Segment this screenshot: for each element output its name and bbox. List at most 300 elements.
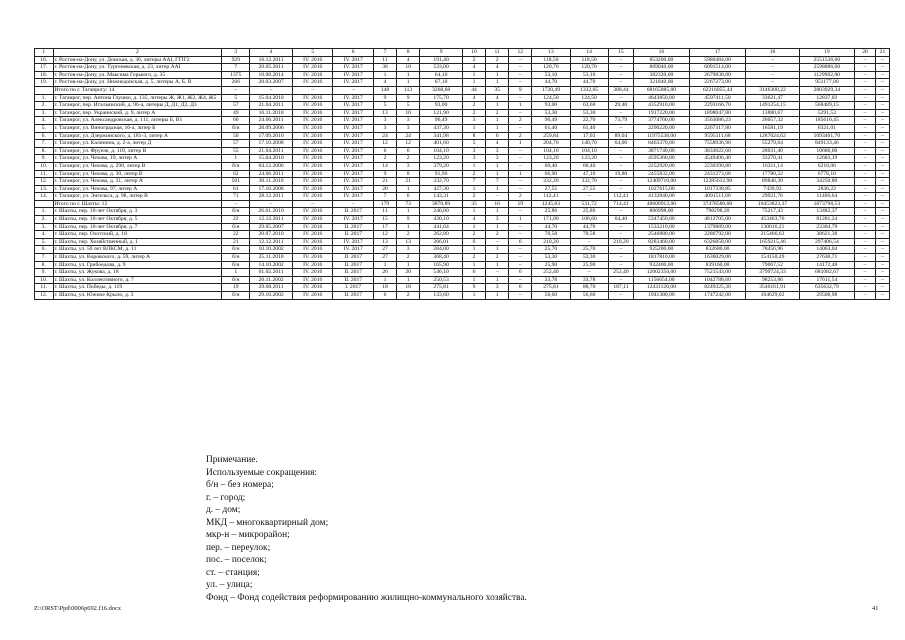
address-cell: г. Ростов-на-Дону, ул. Максима Горького, д. 35: [53, 71, 222, 79]
abbr-item: б/н – без номера;: [206, 480, 274, 490]
table-cell: 3: [462, 117, 485, 125]
table-cell: 4091511,60: [689, 193, 746, 201]
table-cell: 1: [486, 261, 509, 269]
table-cell: 123,20: [570, 155, 608, 163]
table-cell: 25,70: [532, 246, 570, 254]
table-cell: 8: [462, 132, 485, 140]
table-cell: 2267317,80: [689, 124, 746, 132]
table-cell: 164629,02: [746, 292, 799, 300]
table-cell: 14.: [35, 193, 54, 201]
table-cell: 47,10: [570, 170, 608, 178]
table-cell: 3: [397, 124, 420, 132]
address-cell: г. Шахты, пер. 10-лет Октября, д. 3: [53, 208, 222, 216]
table-cell: –: [855, 109, 876, 117]
table-cell: 17.09.2010: [250, 132, 293, 140]
table-cell: 2: [486, 231, 509, 239]
table-cell: 106,60: [570, 216, 608, 224]
table-cell: 1: [486, 79, 509, 87]
table-row: [35, 132, 890, 140]
table-cell: –: [855, 261, 876, 269]
table-cell: 20.05.2011: [250, 64, 293, 72]
table-cell: II. 2017: [333, 261, 373, 269]
table-cell: 427,30: [420, 185, 463, 193]
table-cell: 531,72: [570, 200, 608, 208]
table-cell: 143,31: [420, 193, 463, 201]
table-cell: 849133,46: [799, 140, 855, 148]
table-cell: –: [746, 79, 799, 87]
address-cell: г. Таганрог, ул. Чехова, 97, литер А: [53, 185, 222, 193]
table-cell: 12409710,00: [634, 178, 690, 186]
table-cell: 1129962,00: [799, 71, 855, 79]
table-cell: 12285612,90: [689, 178, 746, 186]
column-number-header: 1: [35, 49, 54, 57]
table-cell: 1: [462, 124, 485, 132]
table-cell: IV. 2017: [333, 94, 373, 102]
table-cell: 124,50: [532, 94, 570, 102]
table-cell: 2598886,00: [799, 64, 855, 72]
address-cell: г. Шахты, ул. Победы, д. 119: [53, 284, 222, 292]
table-cell: 11: [373, 56, 396, 64]
address-cell: г. Таганрог, ул. Калинина, д. 2-а, литер Д: [53, 140, 222, 148]
footer-file-path: Z:\ORST\Ppd\0006p692.f16.docx: [34, 605, 121, 612]
table-cell: 61,40: [532, 124, 570, 132]
table-row: [35, 185, 890, 193]
table-cell: 93,00: [532, 102, 570, 110]
address-cell: г. Таганрог, ул. Чехова, д. 30, литер В: [53, 170, 222, 178]
table-cell: 9: [397, 216, 420, 224]
table-cell: 321840,00: [634, 79, 690, 87]
table-cell: 7558936,90: [689, 140, 746, 148]
table-cell: 1: [486, 124, 509, 132]
table-cell: 70,58: [532, 231, 570, 239]
table-cell: 61: [222, 185, 250, 193]
table-cell: –: [509, 223, 532, 231]
table-cell: 925200,00: [634, 246, 690, 254]
table-cell: IV. 2017: [333, 238, 373, 246]
table-cell: 2455832,00: [634, 170, 690, 178]
table-cell: –: [875, 238, 889, 246]
table-cell: 20: [373, 185, 396, 193]
table-cell: 341,98: [420, 132, 463, 140]
table-cell: 1: [486, 102, 509, 110]
table-cell: –: [608, 261, 633, 269]
table-cell: –: [746, 71, 799, 79]
table-cell: 4: [486, 94, 509, 102]
table-cell: –: [875, 254, 889, 262]
table-cell: б/н: [222, 292, 250, 300]
table-cell: 14: [373, 162, 396, 170]
table-cell: 3799724,33: [746, 269, 799, 277]
table-cell: 14063,04: [799, 246, 855, 254]
column-number-header: 8: [397, 49, 420, 57]
table-cell: 71: [222, 193, 250, 201]
table-cell: 123,20: [532, 155, 570, 163]
table-cell: 1659215,46: [746, 238, 799, 246]
table-cell: –: [509, 208, 532, 216]
table-cell: 20: [397, 269, 420, 277]
subtotal-row: [35, 200, 890, 208]
table-cell: 60,40: [570, 162, 608, 170]
column-number-header: 18: [746, 49, 799, 57]
table-cell: –: [875, 292, 889, 300]
table-cell: 57: [222, 102, 250, 110]
table-cell: –: [486, 238, 509, 246]
table-cell: 12: [373, 231, 396, 239]
table-cell: –: [875, 56, 889, 64]
table-cell: IV. 2016: [292, 162, 332, 170]
table-cell: 49: [222, 109, 250, 117]
table-cell: IV. 2017: [333, 162, 373, 170]
address-cell: г. Шахты, ул. 50 лет ВЛКСМ, д. 11: [53, 246, 222, 254]
table-cell: –: [509, 124, 532, 132]
table-cell: –: [250, 86, 293, 94]
table-cell: 38621,38: [799, 231, 855, 239]
table-cell: II. 2017: [333, 208, 373, 216]
table-cell: 1: [462, 71, 485, 79]
table-cell: б/н: [222, 223, 250, 231]
table-cell: 7: [486, 178, 509, 186]
table-cell: –: [875, 71, 889, 79]
table-cell: 2: [509, 117, 532, 125]
table-cell: 48600912,00: [634, 200, 690, 208]
table-cell: IV. 2016: [292, 109, 332, 117]
table-cell: 275,81: [532, 284, 570, 292]
table-cell: 75217,43: [746, 208, 799, 216]
table-cell: 12.12.2011: [250, 238, 293, 246]
address-cell: г. Таганрог, пер. Антона Глушко, д. 135, литеры Ж, Ж1, Ж2, Ж4, Ж5: [53, 94, 222, 102]
table-cell: 1: [373, 261, 396, 269]
table-cell: 3.: [35, 109, 54, 117]
table-cell: 401,60: [420, 140, 463, 148]
table-cell: 1873798,53: [799, 200, 855, 208]
table-cell: б/н: [222, 261, 250, 269]
table-cell: 185616,45: [799, 117, 855, 125]
address-cell: г. Таганрог, ул. Чехова, 19, литер А: [53, 155, 222, 163]
table-cell: 53,30: [570, 254, 608, 262]
table-cell: б/н: [222, 162, 250, 170]
table-cell: –: [875, 269, 889, 277]
table-cell: 2: [397, 155, 420, 163]
table-cell: 10686,00: [799, 147, 855, 155]
table-cell: IV. 2016: [292, 94, 332, 102]
table-cell: IV. 2017: [333, 246, 373, 254]
table-cell: 3: [397, 117, 420, 125]
table-cell: –: [875, 147, 889, 155]
table-cell: IV. 2016: [292, 64, 332, 72]
table-row: [35, 79, 890, 87]
table-cell: 104,10: [532, 147, 570, 155]
table-cell: –: [608, 162, 633, 170]
table-row: [35, 261, 890, 269]
table-cell: –: [608, 155, 633, 163]
address-cell: г. Таганрог, ул. Виноградная, 16-а, литер Б: [53, 124, 222, 132]
address-cell: Итого по г. Таганрогу: 14: [53, 86, 222, 94]
table-cell: 6.: [35, 132, 54, 140]
table-cell: 133,60: [420, 292, 463, 300]
table-cell: 1: [222, 155, 250, 163]
table-cell: 16.12.2011: [250, 56, 293, 64]
table-cell: 120,70: [532, 64, 570, 72]
table-cell: 20.07.2010: [250, 231, 293, 239]
page-number: 41: [872, 605, 879, 612]
table-row: [35, 56, 890, 64]
table-cell: 18: [397, 284, 420, 292]
table-cell: 17.10.2008: [250, 185, 293, 193]
table-cell: –: [855, 132, 876, 140]
table-cell: 2293166,70: [689, 102, 746, 110]
table-cell: 4352910,00: [634, 102, 690, 110]
table-cell: 5.: [35, 124, 54, 132]
table-cell: 332,70: [420, 178, 463, 186]
table-cell: –: [855, 94, 876, 102]
table-cell: IV. 2016: [292, 208, 332, 216]
table-cell: 1: [486, 170, 509, 178]
table-cell: –: [509, 292, 532, 300]
table-cell: 6: [397, 147, 420, 155]
table-cell: –: [486, 269, 509, 277]
table-cell: 04.12.2006: [250, 162, 293, 170]
address-cell: г. Шахты, пер. Охотский, д. 18: [53, 231, 222, 239]
table-cell: IV. 2017: [333, 71, 373, 79]
table-cell: 368,40: [420, 254, 463, 262]
address-cell: г. Шахты, пер. Хозяйственный, д. 1: [53, 238, 222, 246]
table-cell: 12: [397, 140, 420, 148]
table-cell: 2: [509, 132, 532, 140]
table-cell: 16581,19: [746, 124, 799, 132]
column-number-header: 5: [292, 49, 332, 57]
table-cell: 5291,53: [799, 109, 855, 117]
table-cell: –: [509, 147, 532, 155]
table-cell: –: [486, 193, 509, 201]
table-cell: –: [608, 208, 633, 216]
table-cell: 124,50: [570, 94, 608, 102]
address-cell: г. Таганрог, пер. Итальянский, д. 96-а, литеры Д, Д1, Д2, Д3: [53, 102, 222, 110]
table-cell: 19: [509, 200, 532, 208]
table-cell: 4812705,00: [689, 216, 746, 224]
table-cell: 53,30: [532, 109, 570, 117]
table-cell: 6218,06: [799, 162, 855, 170]
table-cell: 16.: [35, 56, 54, 64]
table-cell: 4597411,50: [689, 94, 746, 102]
table-cell: 1.: [35, 94, 54, 102]
table-cell: 11.: [35, 284, 54, 292]
table-cell: II. 2017: [333, 276, 373, 284]
table-cell: IV. 2016: [292, 178, 332, 186]
table-cell: б/н: [222, 208, 250, 216]
table-cell: 2: [462, 56, 485, 64]
table-cell: –: [855, 140, 876, 148]
table-cell: 1: [373, 71, 396, 79]
table-cell: б/н: [222, 246, 250, 254]
table-cell: 262,80: [420, 231, 463, 239]
table-row: [35, 162, 890, 170]
table-row: [35, 238, 890, 246]
table-cell: IV. 2017: [333, 117, 373, 125]
address-cell: г. Ростов-на-Дону, ул. Тургеневская, д. 23, литер ААІ: [53, 64, 222, 72]
table-cell: 275,81: [420, 284, 463, 292]
table-cell: 27: [373, 254, 396, 262]
table-cell: 12.12.2011: [250, 216, 293, 224]
table-cell: 1375: [222, 71, 250, 79]
table-row: [35, 147, 890, 155]
table-cell: 13.: [35, 185, 54, 193]
abbr-item: г. – город;: [206, 492, 246, 503]
abbr-item: пос. – поселок;: [206, 555, 267, 565]
table-cell: 10.: [35, 162, 54, 170]
table-cell: 3146300,22: [746, 86, 799, 94]
table-cell: 112,41: [532, 193, 570, 201]
table-cell: 2286792,00: [689, 231, 746, 239]
table-cell: 388,44: [608, 86, 633, 94]
table-cell: 33621,47: [746, 94, 799, 102]
table-cell: –: [875, 140, 889, 148]
table-cell: 1: [486, 162, 509, 170]
table-header-row: [35, 49, 890, 57]
notes-title: Примечание.: [206, 455, 258, 465]
table-cell: 4: [462, 94, 485, 102]
table-cell: 8.: [35, 261, 54, 269]
address-cell: г. Шахты, пер. 10-лет Октября, д. 5: [53, 216, 222, 224]
table-cell: 252,40: [608, 269, 633, 277]
table-cell: 5: [373, 102, 396, 110]
table-cell: 714,41: [608, 200, 633, 208]
table-cell: IV. 2017: [333, 193, 373, 201]
table-cell: –: [608, 79, 633, 87]
table-cell: 1: [397, 261, 420, 269]
table-cell: 210,20: [608, 238, 633, 246]
table-row: [35, 102, 890, 110]
table-cell: 91,90: [420, 170, 463, 178]
table-cell: –: [855, 71, 876, 79]
table-cell: 1093401,70: [799, 132, 855, 140]
table-cell: –: [509, 178, 532, 186]
table-cell: 28.09.2006: [250, 124, 293, 132]
table-cell: –: [875, 200, 889, 208]
table-cell: 5347450,00: [634, 216, 690, 224]
table-cell: 12.: [35, 178, 54, 186]
table-cell: 1: [397, 276, 420, 284]
table-cell: IV. 2016: [292, 170, 332, 178]
table-cell: 11406,64: [799, 193, 855, 201]
table-cell: 19,80: [608, 170, 633, 178]
table-cell: 1817810,00: [634, 254, 690, 262]
table-cell: IV. 2017: [333, 178, 373, 186]
table-cell: 2: [462, 102, 485, 110]
table-cell: –: [608, 185, 633, 193]
table-cell: 37478580,00: [689, 200, 746, 208]
column-number-header: 21: [875, 49, 889, 57]
table-cell: II. 2017: [333, 269, 373, 277]
table-cell: 635632,79: [799, 284, 855, 292]
column-number-header: 12: [509, 49, 532, 57]
table-cell: –: [875, 216, 889, 224]
table-cell: 332,70: [570, 178, 608, 186]
table-cell: 28031,40: [746, 147, 799, 155]
table-cell: 7.: [35, 140, 54, 148]
table-cell: IV. 2016: [292, 269, 332, 277]
table-cell: 4: [486, 64, 509, 72]
table-cell: 66,90: [532, 170, 570, 178]
table-cell: 1: [486, 71, 509, 79]
table-cell: 1898047,80: [689, 109, 746, 117]
table-cell: II. 2017: [333, 254, 373, 262]
column-number-header: 7: [373, 49, 396, 57]
table-cell: 1: [486, 246, 509, 254]
table-cell: –: [608, 254, 633, 262]
table-cell: 1720,49: [532, 86, 570, 94]
table-cell: 2.: [35, 102, 54, 110]
table-cell: 18.08.2014: [250, 71, 293, 79]
address-cell: г. Шахты, ул. Коллективного, д. 7: [53, 276, 222, 284]
table-row: [35, 223, 890, 231]
table-cell: 1: [397, 79, 420, 87]
table-cell: –: [292, 200, 332, 208]
address-cell: г. Ростов-на-Дону, ул. Донская, д. 36, литеры ААІ, ГГІГ2: [53, 56, 222, 64]
table-cell: –: [222, 86, 250, 94]
table-cell: 44,70: [532, 79, 570, 87]
table-cell: 3268,68: [420, 86, 463, 94]
table-cell: 1: [397, 208, 420, 216]
address-cell: г. Шахты, ул. Южное Крыло, д. 3: [53, 292, 222, 300]
table-cell: –: [855, 170, 876, 178]
table-cell: 215466,62: [746, 231, 799, 239]
abbr-item: д. – дом;: [206, 505, 241, 515]
address-cell: г. Ростов-на-Дону, ул. Нижнедонская, д. 5, литеры А, Б, В: [53, 79, 222, 87]
table-cell: 73,79: [608, 117, 633, 125]
table-cell: 73: [397, 200, 420, 208]
table-cell: 252,40: [532, 269, 570, 277]
table-cell: IV. 2017: [333, 109, 373, 117]
table-cell: 4: [462, 64, 485, 72]
table-cell: 20.11.2002: [250, 276, 293, 284]
table-cell: IV. 2017: [333, 64, 373, 72]
table-cell: 437,30: [420, 124, 463, 132]
table-cell: 13: [373, 109, 396, 117]
table-cell: 3: [373, 117, 396, 125]
table-cell: 68165885,00: [634, 86, 690, 94]
column-number-header: 15: [608, 49, 633, 57]
table-cell: 27,55: [570, 185, 608, 193]
table-cell: IV. 2016: [292, 147, 332, 155]
table-cell: 35: [486, 86, 509, 94]
table-cell: 6: [509, 238, 532, 246]
table-cell: 4549406,40: [689, 155, 746, 163]
table-cell: 8249325,30: [689, 284, 746, 292]
table-cell: 179: [373, 200, 396, 208]
table-cell: 27: [373, 246, 396, 254]
table-cell: –: [608, 178, 633, 186]
column-number-header: 20: [855, 49, 876, 57]
table-cell: 15.04.2010: [250, 155, 293, 163]
table-cell: 26057,32: [746, 117, 799, 125]
address-cell: г. Таганрог, ул. Чехова, д. 31, литер А: [53, 178, 222, 186]
table-cell: 3: [373, 124, 396, 132]
table-cell: IV. 2016: [292, 276, 332, 284]
table-row: [35, 170, 890, 178]
table-cell: 5980484,00: [689, 56, 746, 64]
table-cell: IV. 2016: [292, 231, 332, 239]
table-cell: –: [875, 231, 889, 239]
table-cell: –: [855, 193, 876, 201]
table-cell: 6.: [35, 246, 54, 254]
table-cell: 16311,14: [746, 162, 799, 170]
table-cell: –: [875, 185, 889, 193]
table-cell: –: [875, 117, 889, 125]
table-cell: –: [570, 193, 608, 201]
table-cell: 3833022,60: [689, 147, 746, 155]
table-cell: 29921,76: [746, 193, 799, 201]
table-cell: –: [875, 223, 889, 231]
